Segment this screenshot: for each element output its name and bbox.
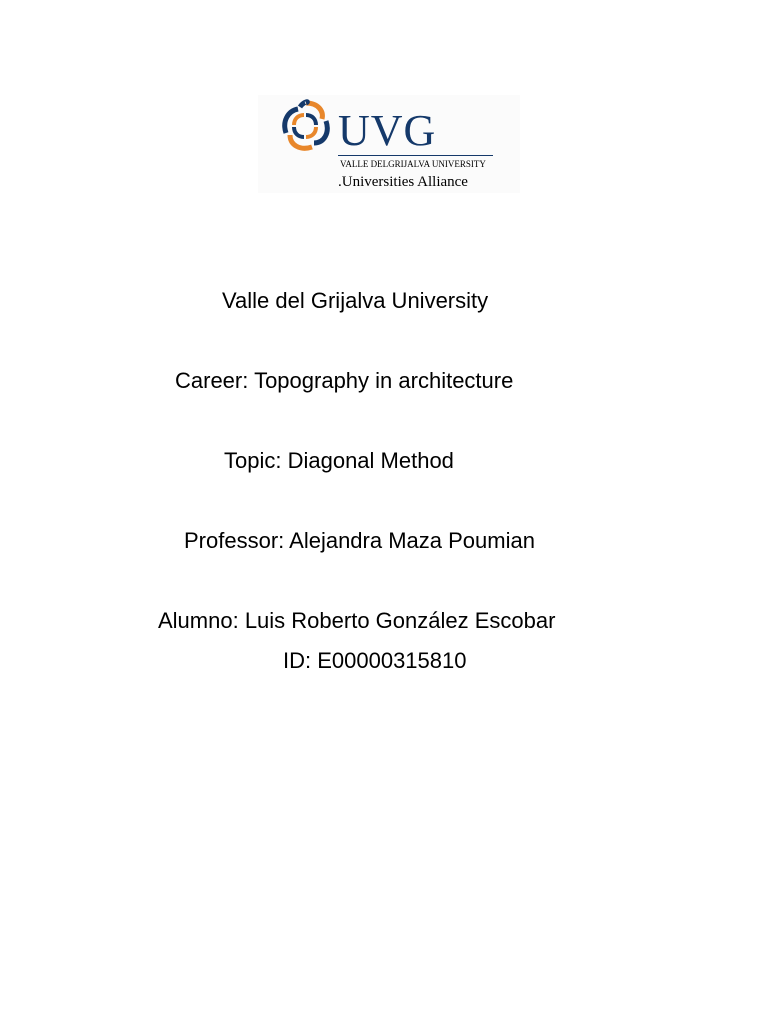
- logo-divider: [338, 155, 493, 156]
- university-name: Valle del Grijalva University: [222, 288, 489, 313]
- student-line: Alumno: Luis Roberto González Escobar: [158, 608, 556, 633]
- university-logo: [258, 95, 520, 193]
- logo-alliance-line: .Universities Alliance: [338, 174, 468, 190]
- student-id-line: ID: E00000315810: [283, 648, 467, 673]
- logo-letters: UVG: [338, 106, 437, 155]
- topic-line: Topic: Diagonal Method: [224, 448, 454, 473]
- uvg-emblem-icon: [278, 97, 334, 153]
- logo-university-line: VALLE DELGRIJALVA UNIVERSITY: [340, 159, 486, 169]
- career-line: Career: Topography in architecture: [175, 368, 514, 393]
- professor-line: Professor: Alejandra Maza Poumian: [184, 528, 535, 553]
